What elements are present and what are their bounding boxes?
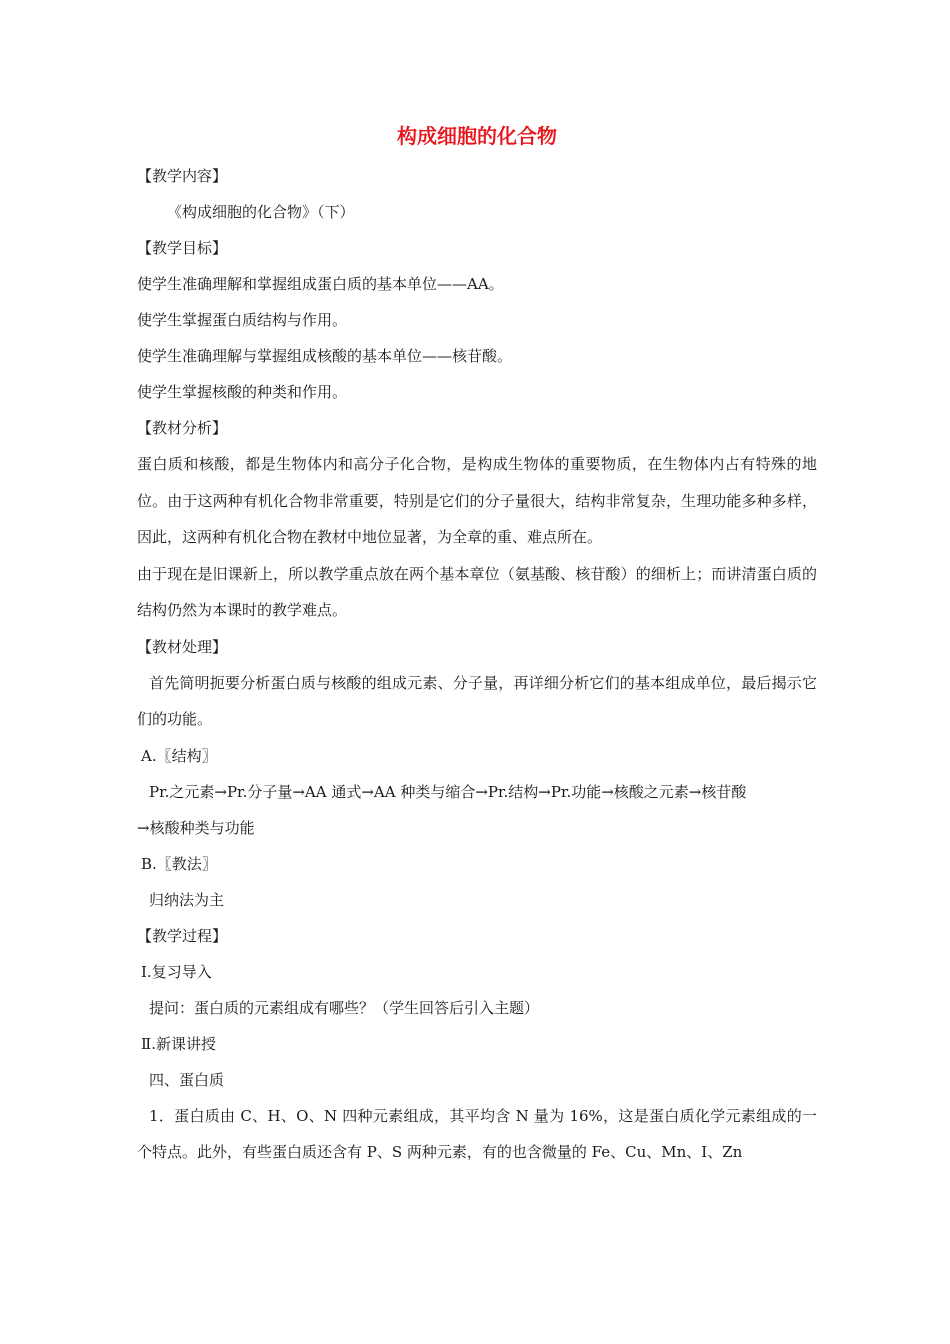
new-lesson-label: Ⅱ.新课讲授 [141,1034,216,1053]
goal-item: 使学生准确理解和掌握组成蛋白质的基本单位——AA。 [137,275,504,293]
structure-flow: Pr.之元素→Pr.分子量→AA 通式→AA 种类与缩合→Pr.结构→Pr.功能→核酸之元素→核苷酸 [149,782,747,801]
section-heading-analysis: 【教材分析】 [137,419,228,437]
goal-item: 使学生准确理解与掌握组成核酸的基本单位——核苷酸。 [137,347,513,365]
section-heading-processing: 【教材处理】 [137,637,228,656]
section-heading-content: 【教学内容】 [137,167,228,185]
protein-paragraph: 1．蛋白质由 C、H、O、N 四种元素组成，其平均含 N 量为 16%，这是蛋白质化学元素组成的一个特点。此外，有些蛋白质还含有 P、S 两种元素，有的也含微量的 Fe、Cu、Mn、I、Zn [137,1106,817,1161]
review-label: Ⅰ.复习导入 [141,962,212,981]
processing-paragraph: 首先简明扼要分析蛋白质与核酸的组成元素、分子量，再详细分析它们的基本组成单位，最后揭示它们的功能。 [137,673,817,728]
review-question: 提问：蛋白质的元素组成有哪些？（学生回答后引入主题） [149,998,540,1017]
goal-item: 使学生掌握蛋白质结构与作用。 [137,311,348,329]
analysis-paragraph: 由于现在是旧课新上，所以教学重点放在两个基本章位（氨基酸、核苷酸）的细析上；而讲清蛋白质的结构仍然为本课时的教学难点。 [137,564,817,619]
document-title: 构成细胞的化合物 [397,124,557,148]
section-heading-goals: 【教学目标】 [137,239,228,257]
analysis-paragraph: 蛋白质和核酸，都是生物体内和高分子化合物，是构成生物体的重要物质，在生物体内占有特殊的地位。由于这两种有机化合物非常重要，特别是它们的分子量很大，结构非常复杂，生理功能多种多样，因此，这两种有机化合物在教材中地位显著，为全章的重、难点所在。 [137,455,817,546]
protein-subheading: 四、蛋白质 [149,1070,225,1089]
goal-item: 使学生掌握核酸的种类和作用。 [137,383,348,401]
method-label: B.〖教法〗 [141,854,217,873]
document-page [137,118,817,1171]
method-text: 归纳法为主 [149,890,225,909]
section-heading-process: 【教学过程】 [137,926,228,945]
structure-flow-continued: →核酸种类与功能 [137,818,255,837]
content-text: 《构成细胞的化合物》（下） [167,203,355,221]
structure-label: A.〖结构〗 [141,746,217,765]
